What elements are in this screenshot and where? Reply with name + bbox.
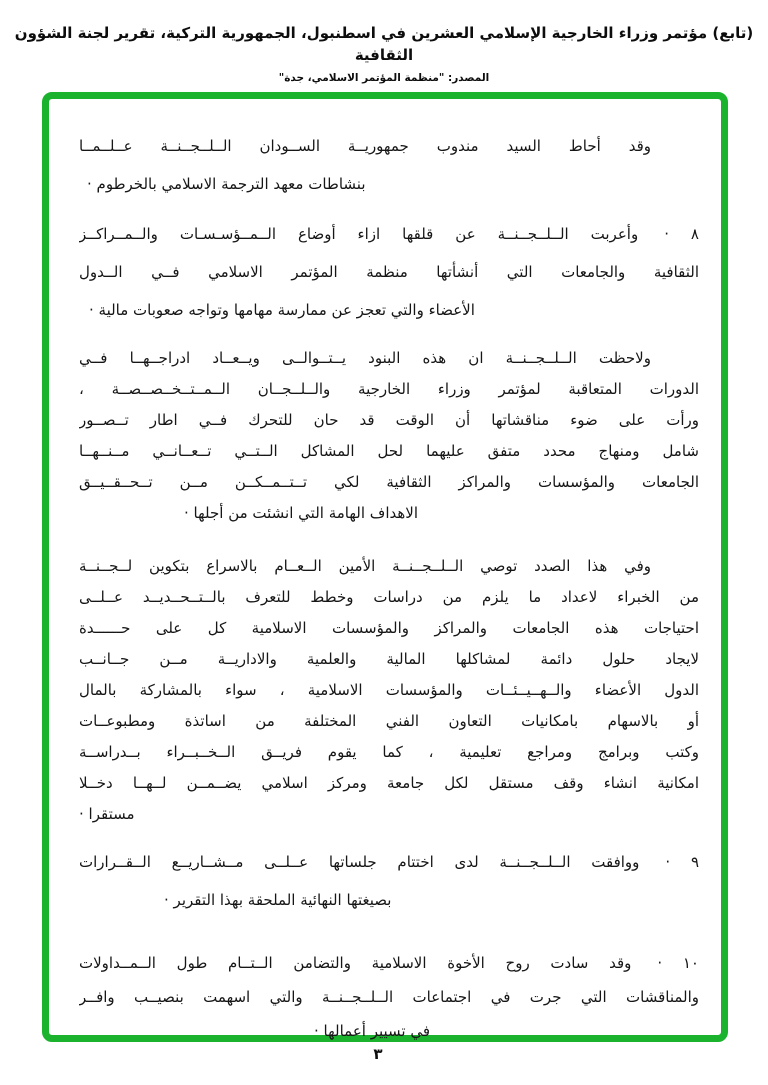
text-line: في تسيير أعمالها · <box>314 1022 431 1040</box>
text-line: بصيغتها النهائية الملحقة بهذا التقرير · <box>164 891 392 909</box>
text-line: وفي هذا الصدد توصي الــلــجــنــة الأمين الــعــام بالاسراع بتكوين لــجــنــة <box>79 557 651 575</box>
document-title: (تابع) مؤتمر وزراء الخارجية الإسلامي العشرين في اسطنبول، الجمهورية التركية، تقرير لجنة الشؤون الثقافية <box>14 24 754 64</box>
text-segment: ووافقت الــلــجــنــة لدى اختتام جلساتها عــلــى مــشــاريــع الــقــرارات <box>79 853 640 871</box>
paragraph-observation <box>79 343 699 529</box>
text-line <box>79 843 699 881</box>
text-line: وكتب وبرامج ومراجع تعليمية ، كما يقوم فريــق الــخــبــراء بــدراســة <box>79 743 699 761</box>
item-number: ١٠ · <box>657 954 699 972</box>
text-line: الدورات المتعاقبة لمؤتمر وزراء الخارجية والــلــجــان الــمــتــخــصــصــة ، <box>79 380 699 398</box>
item-number: ٩ · <box>665 853 699 871</box>
text-line: بنشاطات معهد الترجمة الاسلامي بالخرطوم · <box>87 175 366 193</box>
text-line: احتياجات هذه الجامعات والمراكز والمؤسسات الاسلامية كل على حــــــدة <box>79 619 699 637</box>
text-line: الاهداف الهامة التي انشئت من أجلها · <box>184 504 418 522</box>
text-line: لايجاد حلول دائمة لمشاكلها المالية والعلمية والاداريــة مــن جــانــب <box>79 650 699 668</box>
paragraph-recommendation <box>79 551 699 830</box>
paragraph-intro <box>79 127 699 203</box>
text-line: ولاحظت الــلــجــنــة ان هذه البنود يــتــوالــى ويــعــاد ادراجــهــا فــي <box>79 349 651 367</box>
text-segment: وأعربت الــلــجــنــة عن قلقها ازاء أوضاع الــمــؤسـسـات والــمــراكــز <box>79 225 639 243</box>
text-line: الدول الأعضاء والــهــيــئــات والمؤسسات الاسلامية ، سواء بالمشاركة بالمال <box>79 681 699 699</box>
text-line <box>79 215 699 253</box>
text-line: أو بالاسهام بامكانيات التعاون الفني المختلفة من اساتذة ومطبوعــات <box>79 712 699 730</box>
document-header <box>0 22 768 84</box>
text-segment: وقد سادت روح الأخوة الاسلامية والتضامن الــتــام طول الــمــداولات <box>79 954 632 972</box>
text-line: شامل ومنهاج محدد متفق عليهما لحل المشاكل الــتــي تــعــانــي مــنــهــا <box>79 442 699 460</box>
text-line <box>79 946 699 980</box>
text-line: من الخبراء لاعداد ما يلزم من دراسات وخطط للتعرف بالــتــحــديــد عــلــى <box>79 588 699 606</box>
paragraph-item-10 <box>79 946 699 1048</box>
text-line: الثقافية والجامعات التي أنشأتها منظمة المؤتمر الاسلامي فــي الــدول <box>79 263 699 281</box>
text-line: امكانية انشاء وقف مستقل لكل جامعة ومركز اسلامي يضــمــن لــهــا دخــلا <box>79 774 699 792</box>
text-line: مستقرا · <box>79 805 135 823</box>
item-number: ٨ · <box>664 225 699 243</box>
text-line: الجامعات والمؤسسات والمراكز الثقافية لكي تــتــمــكــن مــن تــحــقــيــق <box>79 473 699 491</box>
text-line: ورأت على ضوء مناقشاتها أن الوقت قد حان للتحرك فــي اطار تــصــور <box>79 411 699 429</box>
paragraph-item-8 <box>79 215 699 329</box>
document-body <box>49 99 721 1040</box>
text-line: والمناقشات التي جرت في اجتماعات الــلــجــنــة والتي اسهمت بنصيــب وافــر <box>79 988 699 1006</box>
page-number: ٣ <box>373 1045 383 1063</box>
text-line: وقد أحاط السيد مندوب جمهوريــة الســودان الــلــجــنــة عــلــمــا <box>79 137 651 155</box>
text-line: الأعضاء والتي تعجز عن ممارسة مهامها وتواجه صعوبات مالية · <box>89 301 475 319</box>
document-source: المصدر: "منظمة المؤتمر الاسلامي، جدة" <box>278 72 490 84</box>
paragraph-item-9 <box>79 843 699 919</box>
